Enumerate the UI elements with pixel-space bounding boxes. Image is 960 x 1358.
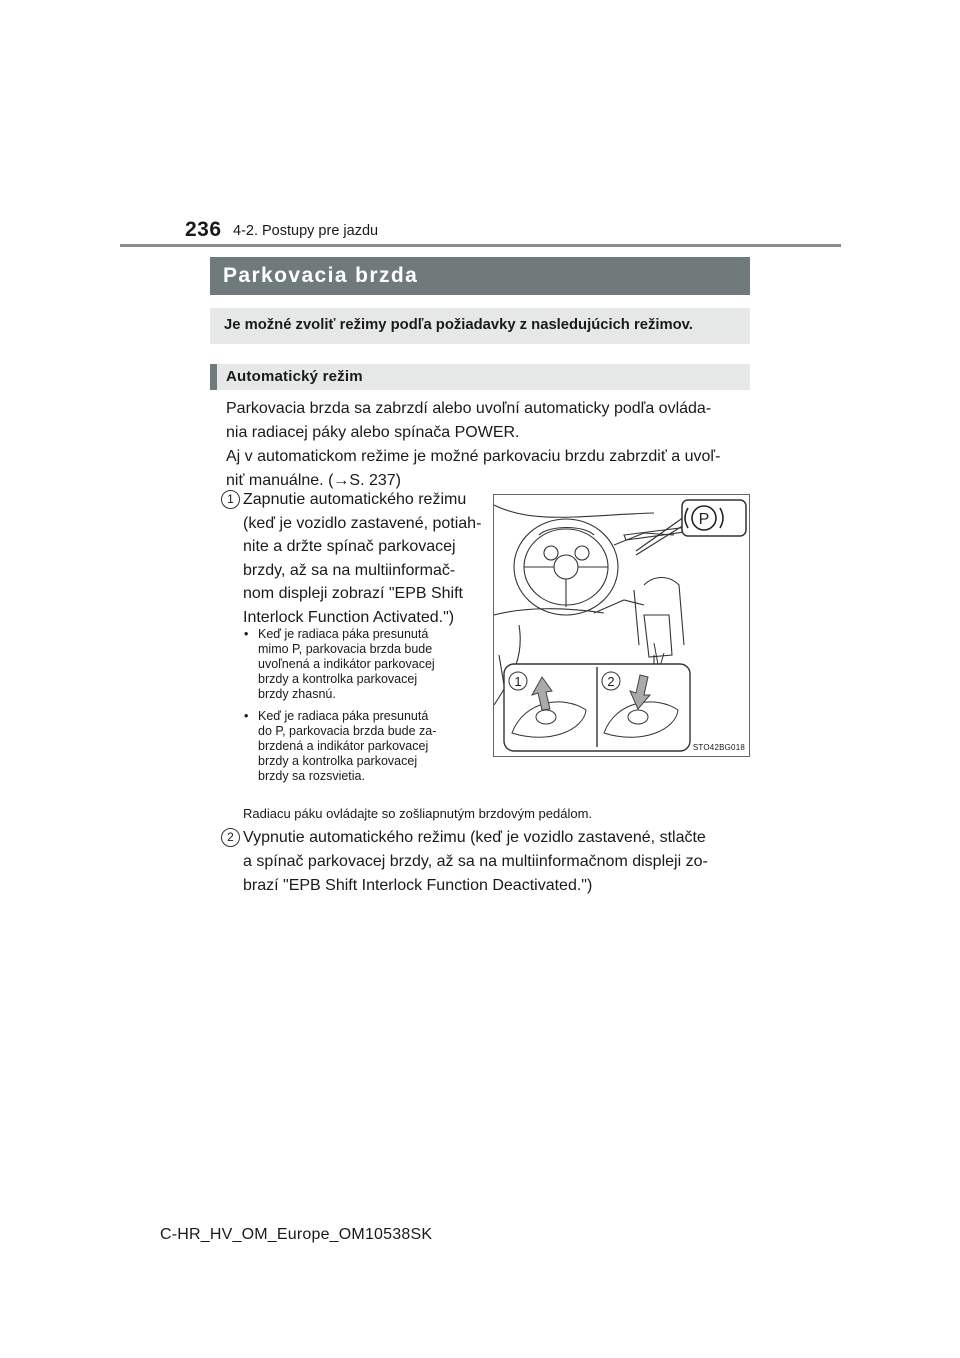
- dashboard-illustration: [494, 495, 750, 757]
- step-1-line: Interlock Function Activated."): [243, 608, 455, 626]
- svg-text:1: 1: [514, 674, 522, 689]
- bullet-2-line: Keď je radiaca páka presunutá: [258, 709, 429, 723]
- step-2-line: Vypnutie automatického režimu (keď je vozidlo zastavené, stlačte: [243, 829, 706, 846]
- page-title: Parkovacia brzda: [223, 264, 419, 287]
- figure-code: STO42BG018: [692, 743, 745, 752]
- note-text: Radiacu páku ovládajte so zošliapnutým brzdovým pedálom.: [243, 806, 593, 821]
- step-1-line: (keď je vozidlo zastavené, potiah-: [243, 514, 482, 532]
- subsection-title: Automatický režim: [226, 368, 363, 385]
- intro-box: [210, 308, 750, 344]
- page-number: 236: [185, 218, 222, 241]
- bullet-1-line: mimo P, parkovacia brzda bude: [258, 642, 433, 656]
- bullet-1-line: brzdy a kontrolka parkovacej: [258, 672, 418, 686]
- step-1-line: nite a držte spínač parkovacej: [243, 538, 456, 555]
- intro-text: Je možné zvoliť režimy podľa požiadavky z nasledujúcich režimov.: [224, 317, 693, 333]
- body-line: Aj v automatickom režime je možné parkovaciu brzdu zabrzdiť a uvoľ-: [226, 448, 721, 465]
- section-label: 4-2. Postupy pre jazdu: [233, 223, 379, 239]
- header-rule: [120, 244, 841, 247]
- footer-text: C-HR_HV_OM_Europe_OM10538SK: [160, 1226, 433, 1243]
- bullet-1-line: uvoľnená a indikátor parkovacej: [258, 657, 435, 671]
- body-line: niť manuálne. (→S. 237): [226, 472, 401, 489]
- step-1-marker: 1: [221, 490, 240, 509]
- step-1-line: Zapnutie automatického režimu: [243, 491, 467, 508]
- step-2-line: brazí "EPB Shift Interlock Function Deactivated."): [243, 877, 593, 894]
- step-2-marker: 2: [221, 828, 240, 847]
- svg-text:2: 2: [607, 674, 615, 689]
- body-line: nia radiacej páky alebo spínača POWER.: [226, 424, 520, 441]
- bullet-2-line: brzdy sa rozsvietia.: [258, 769, 365, 783]
- subsection-accent: [210, 364, 217, 390]
- bullet-2-line: brzdy a kontrolka parkovacej: [258, 754, 418, 768]
- subsection-bar: [210, 364, 750, 390]
- callout-lines: [636, 517, 684, 555]
- bullet-1-line: brzdy zhasnú.: [258, 687, 336, 701]
- bullet-dot: •: [244, 709, 249, 723]
- step-2-line: a spínač parkovacej brzdy, až sa na multiinformačnom displeji zo-: [243, 853, 708, 870]
- bullet-2-line: brzdená a indikátor parkovacej: [258, 739, 429, 753]
- bullet-dot: •: [244, 627, 249, 641]
- title-bar: [210, 257, 750, 295]
- body-line: Parkovacia brzda sa zabrzdí alebo uvoľní automaticky podľa ovláda-: [226, 400, 712, 417]
- bullet-2-line: do P, parkovacia brzda bude za-: [258, 724, 437, 738]
- svg-text:P: P: [698, 511, 710, 528]
- parking-brake-figure: [493, 494, 750, 757]
- step-1-line: brzdy, až sa na multiinformač-: [243, 561, 456, 579]
- bullet-1-line: Keď je radiaca páka presunutá: [258, 627, 429, 641]
- step-1-line: nom displeji zobrazí "EPB Shift: [243, 585, 463, 602]
